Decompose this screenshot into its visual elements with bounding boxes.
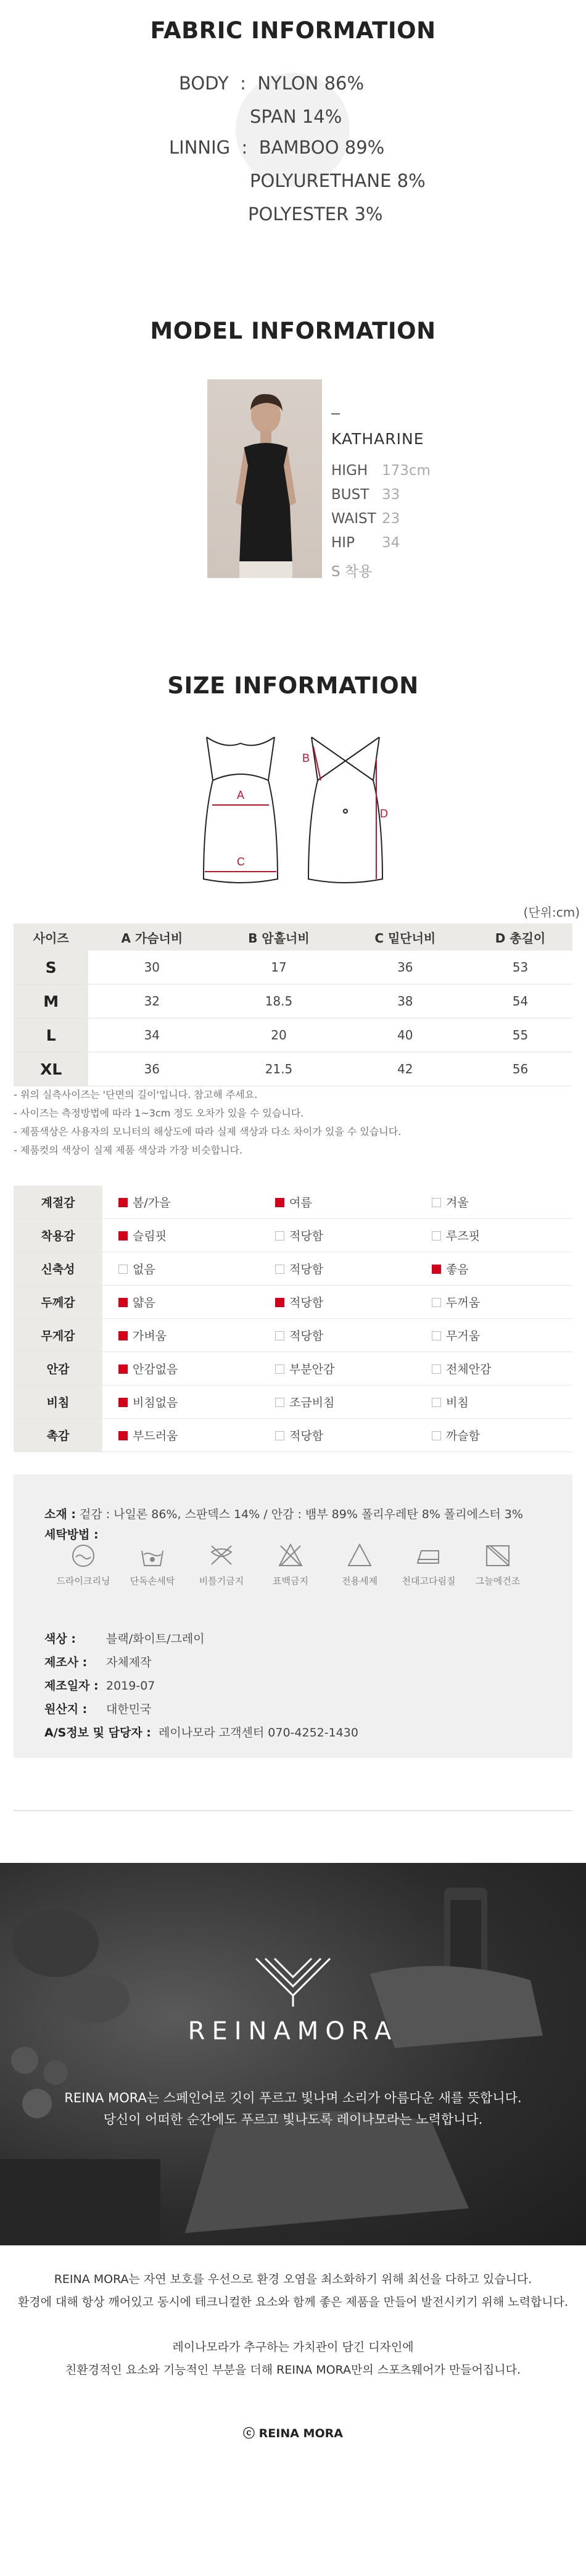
checkbox-icon xyxy=(118,1231,128,1241)
detail-row: 원산지 : 대한민국 xyxy=(44,1703,152,1716)
banner-text: 당신이 어떠한 순간에도 푸르고 빛나도록 레이나모라는 노력합니다. xyxy=(103,2112,483,2127)
attribute-option: 비침 xyxy=(416,1385,572,1419)
checkbox-icon xyxy=(118,1298,128,1307)
shade-dry-icon xyxy=(484,1542,511,1569)
model-stat-row: WAIST 23 xyxy=(331,511,400,527)
checkbox-icon xyxy=(275,1298,284,1307)
brand-paragraph: REINA MORA는 자연 보호를 우선으로 환경 오염을 최소화하기 위해 최선을 다하고 있습니다. xyxy=(54,2273,532,2286)
banner-text: REINA MORA는 스페인어로 깃이 푸르고 빛나며 소리가 아름다운 새를 뜻합니다. xyxy=(64,2091,522,2105)
table-row xyxy=(14,1352,572,1385)
size-title: SIZE INFORMATION xyxy=(167,672,419,699)
attribute-option: 겨울 xyxy=(416,1186,572,1219)
cloth-iron-icon xyxy=(415,1542,442,1569)
checkbox-icon xyxy=(118,1398,128,1407)
model-name-dash xyxy=(331,413,340,415)
table-row xyxy=(14,1385,572,1419)
detail-row: 제조일자 : 2019-07 xyxy=(44,1679,155,1693)
attribute-option: 부분안감 xyxy=(259,1352,416,1385)
attribute-label: 착용감 xyxy=(14,1219,102,1252)
checkbox-icon xyxy=(275,1398,284,1407)
attribute-option: 적당함 xyxy=(259,1419,416,1452)
brand-logo: REINAMORA xyxy=(188,2017,398,2046)
attribute-option: 슬림핏 xyxy=(102,1219,259,1252)
checkbox-icon xyxy=(275,1265,284,1274)
copyright: ⓒ REINA MORA xyxy=(243,2427,343,2440)
checkbox-icon xyxy=(432,1198,441,1207)
model-stat-row: HIGH 173cm xyxy=(331,463,431,479)
cloth-iron-care-item xyxy=(392,1542,466,1587)
dry-clean-icon xyxy=(70,1542,97,1569)
checkbox-icon xyxy=(275,1331,284,1340)
fabric-line: LINNIG : BAMBOO 89% xyxy=(169,137,385,158)
attribute-option: 여름 xyxy=(259,1186,416,1219)
neutral-detergent-icon xyxy=(346,1542,373,1569)
attribute-option: 전체안감 xyxy=(416,1352,572,1385)
size-notes: - 위의 실측사이즈는 '단면의 길이'입니다. 참고해 주세요. - 사이즈는 측정방법에 따라 1~3cm 정도 오차가 있을 수 있습니다. - 제품색상은 사용자의 모니터의 해상도에 따라 실제 색상과 다소 차이가 있을 수 있습니다. - 제품컷의 색상이 실제 제품 색상과 가장 비슷합니다. xyxy=(14,1089,402,1156)
neutral-detergent-care-item xyxy=(323,1542,397,1587)
diagram-label-c: C xyxy=(237,856,245,868)
table-row xyxy=(14,1219,572,1252)
attribute-option: 없음 xyxy=(102,1252,259,1286)
model-name: KATHARINE xyxy=(331,430,424,448)
no-tumble-dry-care-item xyxy=(184,1542,258,1587)
checkbox-icon xyxy=(432,1231,441,1241)
care-label: 표백금지 xyxy=(273,1575,308,1587)
dry-clean-care-item xyxy=(46,1542,120,1587)
no-bleach-icon xyxy=(277,1542,304,1569)
care-label: 천대고다림질 xyxy=(402,1575,456,1587)
section-divider xyxy=(14,1810,572,1811)
size-header: C 밑단너비 xyxy=(342,923,468,951)
attribute-option: 봄/가을 xyxy=(102,1186,259,1219)
attribute-option: 적당함 xyxy=(259,1252,416,1286)
table-row xyxy=(14,1186,572,1219)
diagram-label-a: A xyxy=(237,789,245,801)
checkbox-icon xyxy=(275,1431,284,1440)
care-label: 그늘에건조 xyxy=(475,1575,521,1587)
care-label: 전용세제 xyxy=(342,1575,378,1587)
attribute-label: 안감 xyxy=(14,1352,102,1385)
attribute-option: 적당함 xyxy=(259,1319,416,1352)
detail-row: 색상 : 블랙/화이트/그레이 xyxy=(44,1632,205,1646)
fabric-line: POLYURETHANE 8% xyxy=(250,170,426,191)
fabric-title: FABRIC INFORMATION xyxy=(150,17,436,44)
checkbox-icon xyxy=(118,1364,128,1374)
attribute-label: 촉감 xyxy=(14,1419,102,1452)
attribute-label: 두께감 xyxy=(14,1286,102,1319)
attribute-option: 좋음 xyxy=(416,1252,572,1286)
attribute-option: 안감없음 xyxy=(102,1352,259,1385)
size-unit: (단위:cm) xyxy=(523,905,580,920)
attribute-option: 루즈핏 xyxy=(416,1219,572,1252)
attribute-option: 가벼움 xyxy=(102,1319,259,1352)
wash-label: 세탁방법 : xyxy=(44,1528,99,1542)
attribute-table xyxy=(14,1186,572,1452)
hand-wash-care-item xyxy=(115,1542,189,1587)
fabric-line: POLYESTER 3% xyxy=(248,204,383,225)
table-row xyxy=(14,1286,572,1319)
model-stat-row: BUST 33 xyxy=(331,487,400,503)
attribute-option: 조금비침 xyxy=(259,1385,416,1419)
size-header: D 총길이 xyxy=(468,923,572,951)
size-diagram xyxy=(191,725,401,898)
checkbox-icon xyxy=(118,1265,128,1274)
model-photo xyxy=(207,379,322,578)
checkbox-icon xyxy=(275,1364,284,1374)
size-header: 사이즈 xyxy=(14,923,88,951)
checkbox-icon xyxy=(432,1431,441,1440)
diagram-label-b: B xyxy=(302,752,310,764)
attribute-option: 비침없음 xyxy=(102,1385,259,1419)
attribute-option: 무거움 xyxy=(416,1319,572,1352)
brand-banner-image xyxy=(0,1863,586,2245)
attribute-option: 부드러움 xyxy=(102,1419,259,1452)
detail-row: A/S정보 및 담당자 : 레이나모라 고객센터 070-4252-1430 xyxy=(44,1726,358,1740)
checkbox-icon xyxy=(118,1431,128,1440)
care-label: 비틀기금지 xyxy=(199,1575,244,1587)
detail-row: 제조사 : 자체제작 xyxy=(44,1656,152,1669)
checkbox-icon xyxy=(432,1398,441,1407)
checkbox-icon xyxy=(432,1298,441,1307)
checkbox-icon xyxy=(275,1198,284,1207)
size-table xyxy=(14,923,572,1086)
size-header: A 가슴너비 xyxy=(88,923,215,951)
brand-paragraph: 환경에 대해 항상 깨어있고 동시에 테크니컬한 요소와 함께 좋은 제품을 만들어 발전시키기 위해 노력합니다. xyxy=(17,2295,569,2309)
attribute-option: 두꺼움 xyxy=(416,1286,572,1319)
attribute-label: 비침 xyxy=(14,1385,102,1419)
no-bleach-care-item xyxy=(254,1542,328,1587)
attribute-option: 적당함 xyxy=(259,1286,416,1319)
table-row: L 34 20 40 55 xyxy=(14,1018,572,1052)
table-row: XL 36 21.5 42 56 xyxy=(14,1052,572,1086)
brand-paragraph: 레이나모라가 추구하는 가치관이 담긴 디자인에 xyxy=(172,2340,414,2354)
table-row: M 32 18.5 38 54 xyxy=(14,985,572,1018)
table-row: S 30 17 36 53 xyxy=(14,951,572,985)
brand-paragraph: 친환경적인 요소와 기능적인 부분을 더해 REINA MORA만의 스포츠웨어가 만들어집니다. xyxy=(65,2363,521,2377)
checkbox-icon xyxy=(432,1364,441,1374)
attribute-label: 계절감 xyxy=(14,1186,102,1219)
model-title: MODEL INFORMATION xyxy=(150,318,436,344)
size-header: B 암홀너비 xyxy=(215,923,342,951)
checkbox-icon xyxy=(432,1265,441,1274)
diagram-label-d: D xyxy=(380,807,388,820)
model-fit: S 착용 xyxy=(331,564,373,580)
fabric-line: SPAN 14% xyxy=(250,106,342,127)
material-line: 소재 : 겉감 : 나일론 86%, 스판덱스 14% / 안감 : 뱀부 89% 폴리우레탄 8% 폴리에스터 3% xyxy=(44,1508,523,1521)
model-stat-row: HIP 34 xyxy=(331,535,400,551)
care-label: 드라이크리닝 xyxy=(56,1575,110,1587)
hand-wash-icon xyxy=(139,1542,166,1569)
checkbox-icon xyxy=(118,1198,128,1207)
attribute-label: 신축성 xyxy=(14,1252,102,1286)
checkbox-icon xyxy=(432,1331,441,1340)
brand-emblem-icon xyxy=(250,1952,336,2008)
shade-dry-care-item xyxy=(461,1542,535,1587)
table-row xyxy=(14,1252,572,1286)
fabric-line: BODY : NYLON 86% xyxy=(179,73,365,94)
attribute-option: 까슬함 xyxy=(416,1419,572,1452)
table-row xyxy=(14,1319,572,1352)
no-tumble-dry-icon xyxy=(208,1542,235,1569)
attribute-option: 얇음 xyxy=(102,1286,259,1319)
table-row xyxy=(14,1419,572,1452)
attribute-option: 적당함 xyxy=(259,1219,416,1252)
checkbox-icon xyxy=(275,1231,284,1241)
checkbox-icon xyxy=(118,1331,128,1340)
attribute-label: 무게감 xyxy=(14,1319,102,1352)
care-label: 단독손세탁 xyxy=(130,1575,175,1587)
